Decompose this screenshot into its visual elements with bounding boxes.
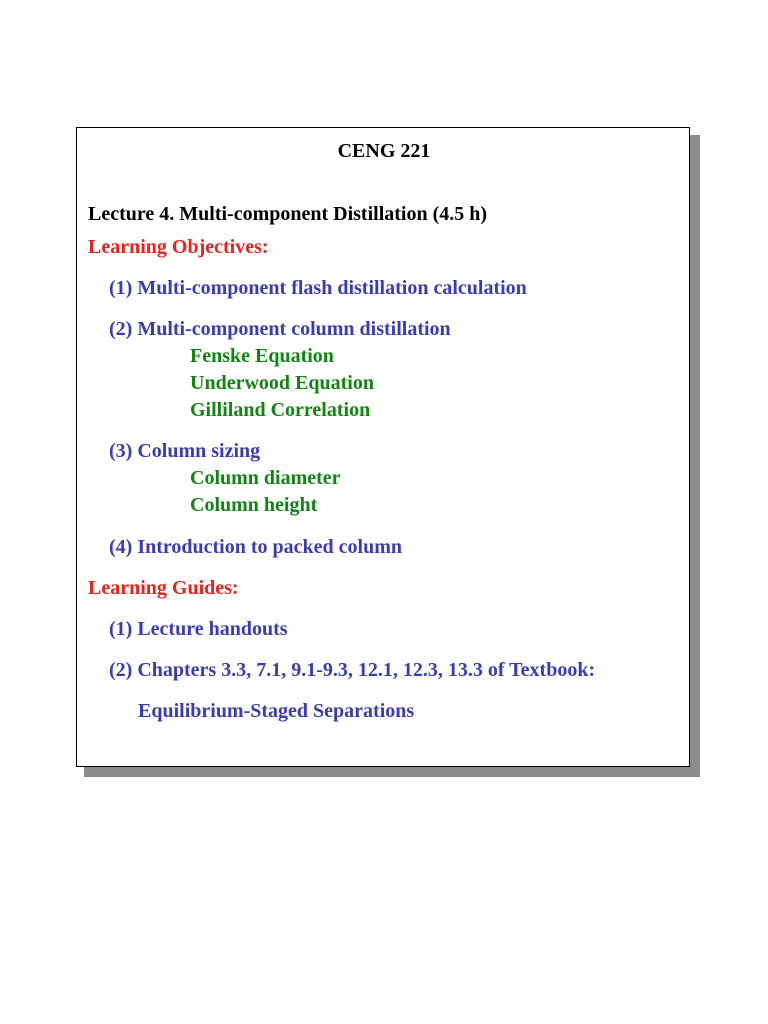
objective-item: (1) Multi-component flash distillation calculation (109, 277, 527, 299)
textbook-title: Equilibrium-Staged Separations (138, 700, 415, 722)
objective-item: (4) Introduction to packed column (109, 536, 402, 558)
objective-item: (2) Multi-component column distillation (109, 318, 451, 340)
objective-item: (3) Column sizing (109, 440, 261, 462)
guide-item: (1) Lecture handouts (109, 618, 288, 640)
slide-frame (76, 127, 690, 767)
guides-heading: Learning Guides: (88, 577, 239, 599)
objective-subitem: Fenske Equation (190, 345, 334, 367)
objective-subitem: Underwood Equation (190, 372, 374, 394)
objective-subitem: Gilliland Correlation (190, 399, 371, 421)
lecture-title: Lecture 4. Multi-component Distillation (4.5 h) (88, 203, 488, 225)
guide-item: (2) Chapters 3.3, 7.1, 9.1-9.3, 12.1, 12.3, 13.3 of Textbook: (109, 659, 596, 681)
objectives-heading: Learning Objectives: (88, 236, 269, 258)
course-code: CENG 221 (337, 140, 431, 162)
objective-subitem: Column diameter (190, 467, 341, 489)
objective-subitem: Column height (190, 494, 318, 516)
